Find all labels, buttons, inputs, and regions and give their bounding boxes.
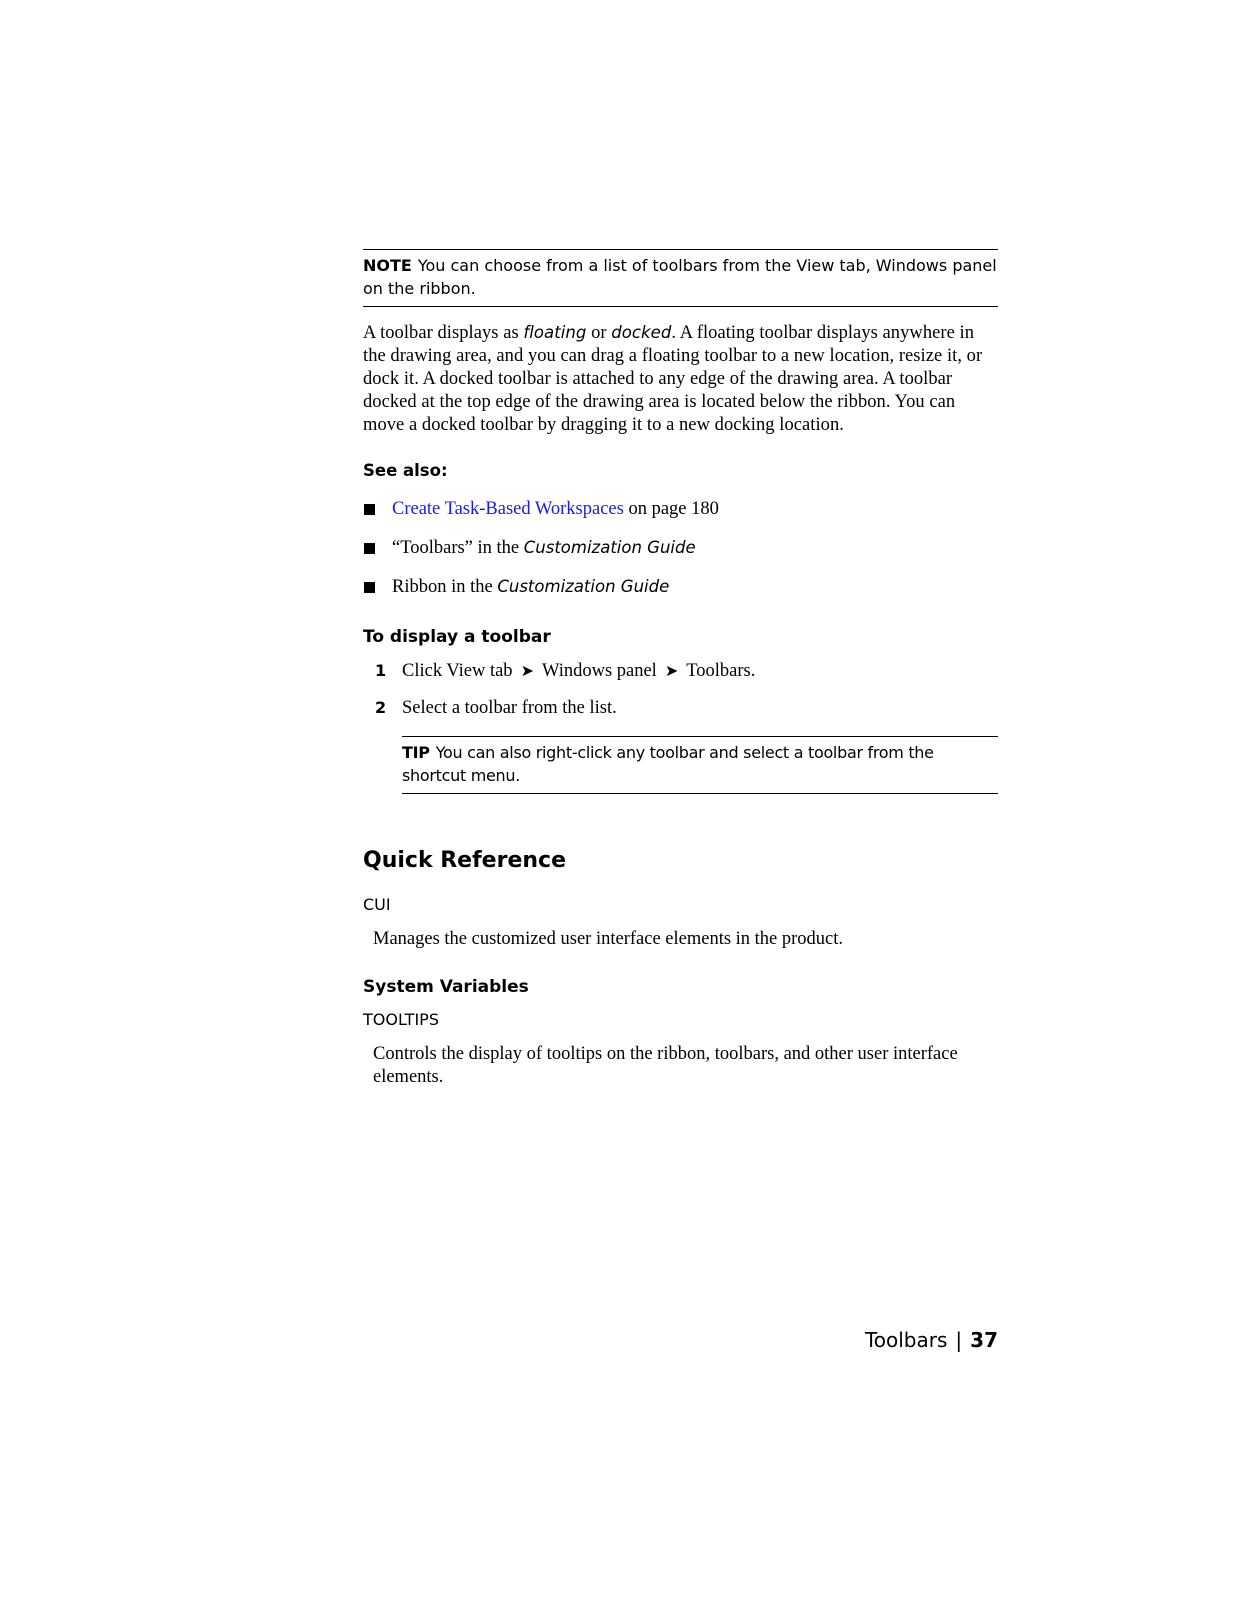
list-item-text: Ribbon in the [392,577,498,597]
step-item [363,696,998,720]
note-tag: NOTE [363,256,412,275]
intro-text-3: . A floating toolbar displays anywhere in the drawing area, and you can drag a floating toolbar to a new location, resize it, or dock it. A docked toolbar is attached to any edge of the drawing area. A toolbar docked at the top edge of the drawing area is located below the ribbon. You can move a docked toolbar by dragging it to a new docking location. [363,323,983,435]
see-also-label: See also: [363,461,448,480]
intro-em-floating: floating [523,323,587,342]
command-name: CUI [363,895,391,914]
step-text-windows-panel: Windows panel [541,661,657,681]
list-item [363,497,998,521]
step-number: 2 [375,698,387,717]
list-item-text: “Toolbars” in the [392,538,524,558]
step-item [363,659,998,684]
list-item-em: Customization Guide [497,577,670,596]
command-description: Manages the customized user interface elements in the product. [373,929,844,949]
intro-paragraph [363,321,998,437]
list-item [363,575,998,599]
intro-text-1: A toolbar displays as [363,323,524,343]
intro-text-2: or [586,323,612,343]
step-text: Select a toolbar from the list. [402,698,617,718]
step-text-toolbars: Toolbars. [686,661,756,681]
quick-reference-title: Quick Reference [363,848,566,873]
bullet-square-icon [364,543,375,554]
bullet-square-icon [364,582,375,593]
see-also-list [363,497,998,599]
arrow-right-icon: ➤ [520,663,534,680]
tip-tag: TIP [402,743,430,762]
system-variable-name: TOOLTIPS [363,1010,439,1029]
system-variables-title: System Variables [363,977,529,997]
step-text-view-tab: Click View tab [402,661,513,681]
system-variable-description: Controls the display of tooltips on the ribbon, toolbars, and other user interface elements. [373,1044,958,1087]
footer-section: Toolbars [864,1328,948,1352]
list-item-em: Customization Guide [523,538,696,557]
procedure-title: To display a toolbar [363,627,551,647]
page-footer [865,1326,998,1354]
note-box [363,249,998,307]
arrow-right-icon: ➤ [664,663,679,680]
intro-em-docked: docked [611,323,672,342]
note-text: You can choose from a list of toolbars from the View tab, Windows panel on the ribbon. [363,256,997,298]
footer-separator: | [955,1328,963,1352]
workspaces-link[interactable]: Create Task-Based Workspaces [392,499,624,519]
step-number: 1 [375,661,387,680]
page-number: 37 [970,1328,998,1352]
tip-text: You can also right-click any toolbar and select a toolbar from the shortcut menu. [402,743,934,785]
tip-box [402,736,998,794]
list-item [363,536,998,560]
page-content [363,249,998,1089]
procedure-steps [363,659,998,720]
bullet-square-icon [364,504,375,515]
list-item-text: on page 180 [623,499,719,519]
